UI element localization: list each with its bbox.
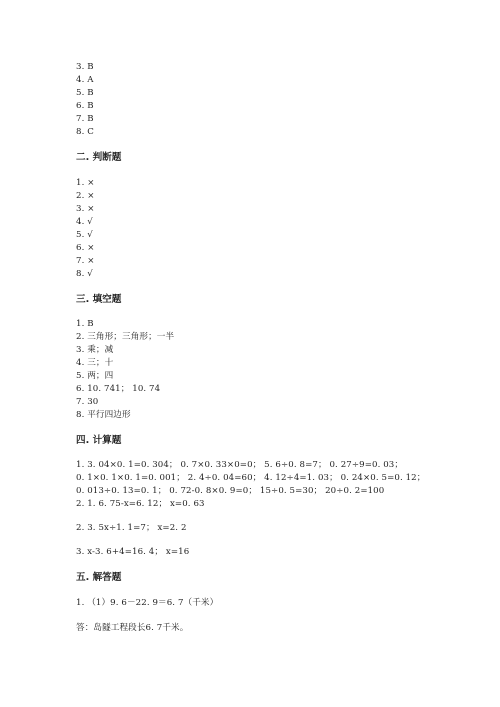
answer-2-4: 4. √: [76, 217, 93, 227]
section-heading-judgement: 二. 判断题: [76, 152, 122, 163]
calc-1-line-4: 2. 1. 6. 75-x=6. 12； x=0. 63: [76, 499, 205, 509]
answer-2-6: 6. ×: [76, 243, 95, 253]
answer-1-4: 4. A: [76, 75, 94, 85]
answer-2-3: 3. ×: [76, 204, 95, 214]
calc-1-line-2: 0. 1×0. 1×0. 1=0. 001； 2. 4÷0. 04=60； 4. 12÷4=1. 03； 0. 24×0. 5=0. 12；: [76, 473, 426, 483]
answer-2-2: 2. ×: [76, 191, 95, 201]
answer-1-5: 5. B: [76, 88, 94, 98]
answer-3-8: 8. 平行四边形: [76, 410, 131, 420]
answer-3-1: 1. B: [76, 319, 94, 329]
answer-3-7: 7. 30: [76, 397, 99, 407]
answer-2-8: 8. √: [76, 269, 93, 279]
answer-1-7: 7. B: [76, 114, 94, 124]
answer-3-6: 6. 10. 741； 10. 74: [76, 384, 161, 394]
answer-3-3: 3. 乘；减: [76, 345, 114, 355]
answer-1-3: 3. B: [76, 62, 94, 72]
solution-1-answer: 答：岛隧工程段长6. 7千米。: [76, 623, 189, 633]
calc-1-line-1: 1. 3. 04×0. 1=0. 304； 0. 7×0. 33×0=0； 5. 6÷0. 8=7； 0. 27÷9=0. 03；: [76, 460, 404, 470]
answer-3-5: 5. 两；四: [76, 371, 114, 381]
solution-1: 1. （1）9. 6－22. 9＝6. 7（千米）: [76, 598, 219, 608]
answer-2-7: 7. ×: [76, 256, 95, 266]
calc-3: 3. x-3. 6+4=16. 4； x=16: [76, 547, 190, 557]
calc-1-line-3: 0. 013÷0. 13=0. 1； 0. 72-0. 8×0. 9=0； 15÷0. 5=30； 20÷0. 2=100: [76, 486, 385, 496]
calc-2: 2. 3. 5x÷1. 1=7； x=2. 2: [76, 523, 187, 533]
answer-2-1: 1. ×: [76, 178, 95, 188]
answer-3-4: 4. 三；十: [76, 358, 114, 368]
section-heading-solution: 五. 解答题: [76, 572, 122, 583]
section-heading-fill-in: 三. 填空题: [76, 294, 122, 305]
answer-3-2: 2. 三角形；三角形；一半: [76, 332, 175, 342]
section-heading-calculation: 四. 计算题: [76, 435, 122, 446]
answer-1-8: 8. C: [76, 127, 94, 137]
answer-2-5: 5. √: [76, 230, 93, 240]
answer-1-6: 6. B: [76, 101, 94, 111]
